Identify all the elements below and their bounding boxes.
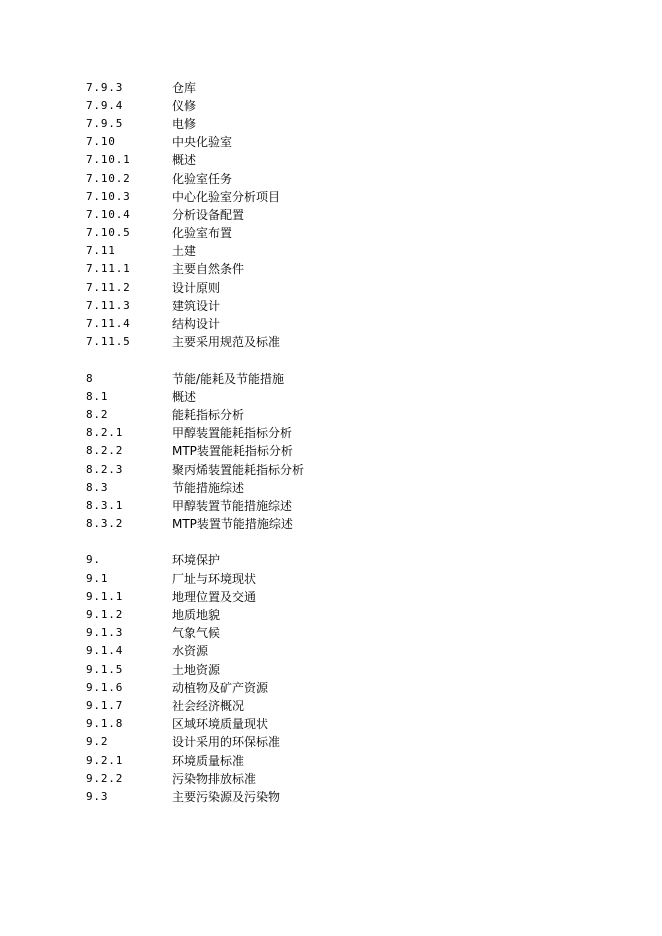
- section-title: 污染物排放标准: [172, 771, 257, 786]
- section-number: 7.11.2: [86, 280, 131, 294]
- toc-row: [86, 333, 586, 351]
- section-number: 9.1.6: [86, 680, 124, 694]
- toc-row: [86, 224, 586, 242]
- section-title: 聚丙烯装置能耗指标分析: [172, 462, 305, 477]
- section-spacer: [86, 351, 586, 369]
- section-number: 8.2.2: [86, 444, 124, 458]
- section-title: 化验室任务: [172, 171, 233, 186]
- section-title: 土建: [172, 244, 197, 259]
- toc-row: [86, 278, 586, 296]
- toc-row: [86, 405, 586, 423]
- toc-row: [86, 260, 586, 278]
- toc-row: [86, 660, 586, 678]
- section-title: 仪修: [172, 98, 197, 113]
- section-title: 地理位置及交通: [172, 589, 257, 604]
- section-number: 7.10.4: [86, 207, 131, 221]
- section-number: 9.1.8: [86, 717, 124, 731]
- section-title: 动植物及矿产资源: [172, 680, 269, 695]
- section-title: 电修: [172, 116, 197, 131]
- toc-row: [86, 605, 586, 623]
- section-title: 水资源: [172, 644, 209, 659]
- section-title: 甲醇装置节能措施综述: [172, 498, 293, 513]
- section-title: 区域环境质量现状: [172, 717, 269, 732]
- section-number: 7.10.1: [86, 153, 131, 167]
- toc-row: [86, 515, 586, 533]
- toc-row: [86, 78, 586, 96]
- section-number: 9.2.1: [86, 753, 124, 767]
- toc-row: [86, 733, 586, 751]
- section-number: 9.1.2: [86, 608, 124, 622]
- section-number: 7.11: [86, 244, 116, 258]
- toc-row: [86, 678, 586, 696]
- section-number: 8.3.2: [86, 517, 124, 531]
- toc-row: [86, 460, 586, 478]
- section-title: 环境质量标准: [172, 753, 245, 768]
- section-title: 概述: [172, 389, 197, 404]
- section-number: 7.11.4: [86, 317, 131, 331]
- section-number: 7.9.3: [86, 80, 124, 94]
- toc-row: [86, 205, 586, 223]
- section-number: 7.10: [86, 135, 116, 149]
- section-number: 7.11.1: [86, 262, 131, 276]
- section-number: 8: [86, 371, 94, 385]
- section-title: 建筑设计: [172, 298, 221, 313]
- section-number: 7.10.5: [86, 226, 131, 240]
- section-title: 气象气候: [172, 626, 221, 641]
- section-number: 8.2.1: [86, 426, 124, 440]
- section-number: 9.1.4: [86, 644, 124, 658]
- toc-row: [86, 133, 586, 151]
- toc-row: [86, 114, 586, 132]
- toc-row: [86, 769, 586, 787]
- section-title: 节能措施综述: [172, 480, 245, 495]
- section-title: MTP装置节能措施综述: [172, 517, 293, 532]
- section-number: 7.10.2: [86, 171, 131, 185]
- toc-row: [86, 187, 586, 205]
- section-number: 8.2.3: [86, 462, 124, 476]
- toc-row: [86, 642, 586, 660]
- section-number: 9.2.2: [86, 771, 124, 785]
- section-number: 7.9.4: [86, 98, 124, 112]
- toc-row: [86, 169, 586, 187]
- section-title: 土地资源: [172, 662, 221, 677]
- section-title: 主要自然条件: [172, 262, 245, 277]
- toc-row: [86, 442, 586, 460]
- toc-row: [86, 314, 586, 332]
- toc-row: [86, 751, 586, 769]
- toc-row: [86, 242, 586, 260]
- section-title: 化验室布置: [172, 226, 233, 241]
- toc-row: [86, 296, 586, 314]
- section-title: 地质地貌: [172, 608, 221, 623]
- section-title: 厂址与环境现状: [172, 571, 257, 586]
- toc-row: [86, 551, 586, 569]
- section-title: 中心化验室分析项目: [172, 189, 281, 204]
- toc-row: [86, 496, 586, 514]
- toc-row: [86, 587, 586, 605]
- section-number: 9.1.5: [86, 662, 124, 676]
- section-title: MTP装置能耗指标分析: [172, 444, 293, 459]
- section-title: 社会经济概况: [172, 698, 245, 713]
- toc-row: [86, 624, 586, 642]
- toc-row: [86, 151, 586, 169]
- toc-row: [86, 424, 586, 442]
- section-spacer: [86, 533, 586, 551]
- toc-row: [86, 96, 586, 114]
- section-title: 分析设备配置: [172, 207, 245, 222]
- section-number: 8.2: [86, 407, 109, 421]
- section-title: 结构设计: [172, 317, 221, 332]
- section-title: 中央化验室: [172, 135, 233, 150]
- section-number: 7.11.5: [86, 335, 131, 349]
- toc-row: [86, 478, 586, 496]
- section-number: 9.1: [86, 571, 109, 585]
- section-title: 主要污染源及污染物: [172, 789, 281, 804]
- section-title: 能耗指标分析: [172, 407, 245, 422]
- section-number: 9.1.7: [86, 698, 124, 712]
- section-title: 设计采用的环保标准: [172, 735, 281, 750]
- section-title: 仓库: [172, 80, 197, 95]
- toc-row: [86, 369, 586, 387]
- section-title: 主要采用规范及标准: [172, 335, 281, 350]
- section-number: 8.1: [86, 389, 109, 403]
- toc-row: [86, 696, 586, 714]
- toc-row: [86, 387, 586, 405]
- table-of-contents: [86, 78, 586, 806]
- section-number: 8.3: [86, 480, 109, 494]
- section-title: 节能/能耗及节能措施: [172, 371, 285, 386]
- section-number: 8.3.1: [86, 498, 124, 512]
- section-number: 7.10.3: [86, 189, 131, 203]
- section-title: 环境保护: [172, 553, 221, 568]
- section-title: 设计原则: [172, 280, 221, 295]
- toc-row: [86, 569, 586, 587]
- section-number: 7.11.3: [86, 298, 131, 312]
- toc-row: [86, 787, 586, 805]
- section-title: 甲醇装置能耗指标分析: [172, 426, 293, 441]
- section-number: 9.2: [86, 735, 109, 749]
- section-number: 9.1.3: [86, 626, 124, 640]
- toc-row: [86, 715, 586, 733]
- section-title: 概述: [172, 153, 197, 168]
- section-number: 9.3: [86, 789, 109, 803]
- section-number: 9.1.1: [86, 589, 124, 603]
- section-number: 9.: [86, 553, 101, 567]
- section-number: 7.9.5: [86, 116, 124, 130]
